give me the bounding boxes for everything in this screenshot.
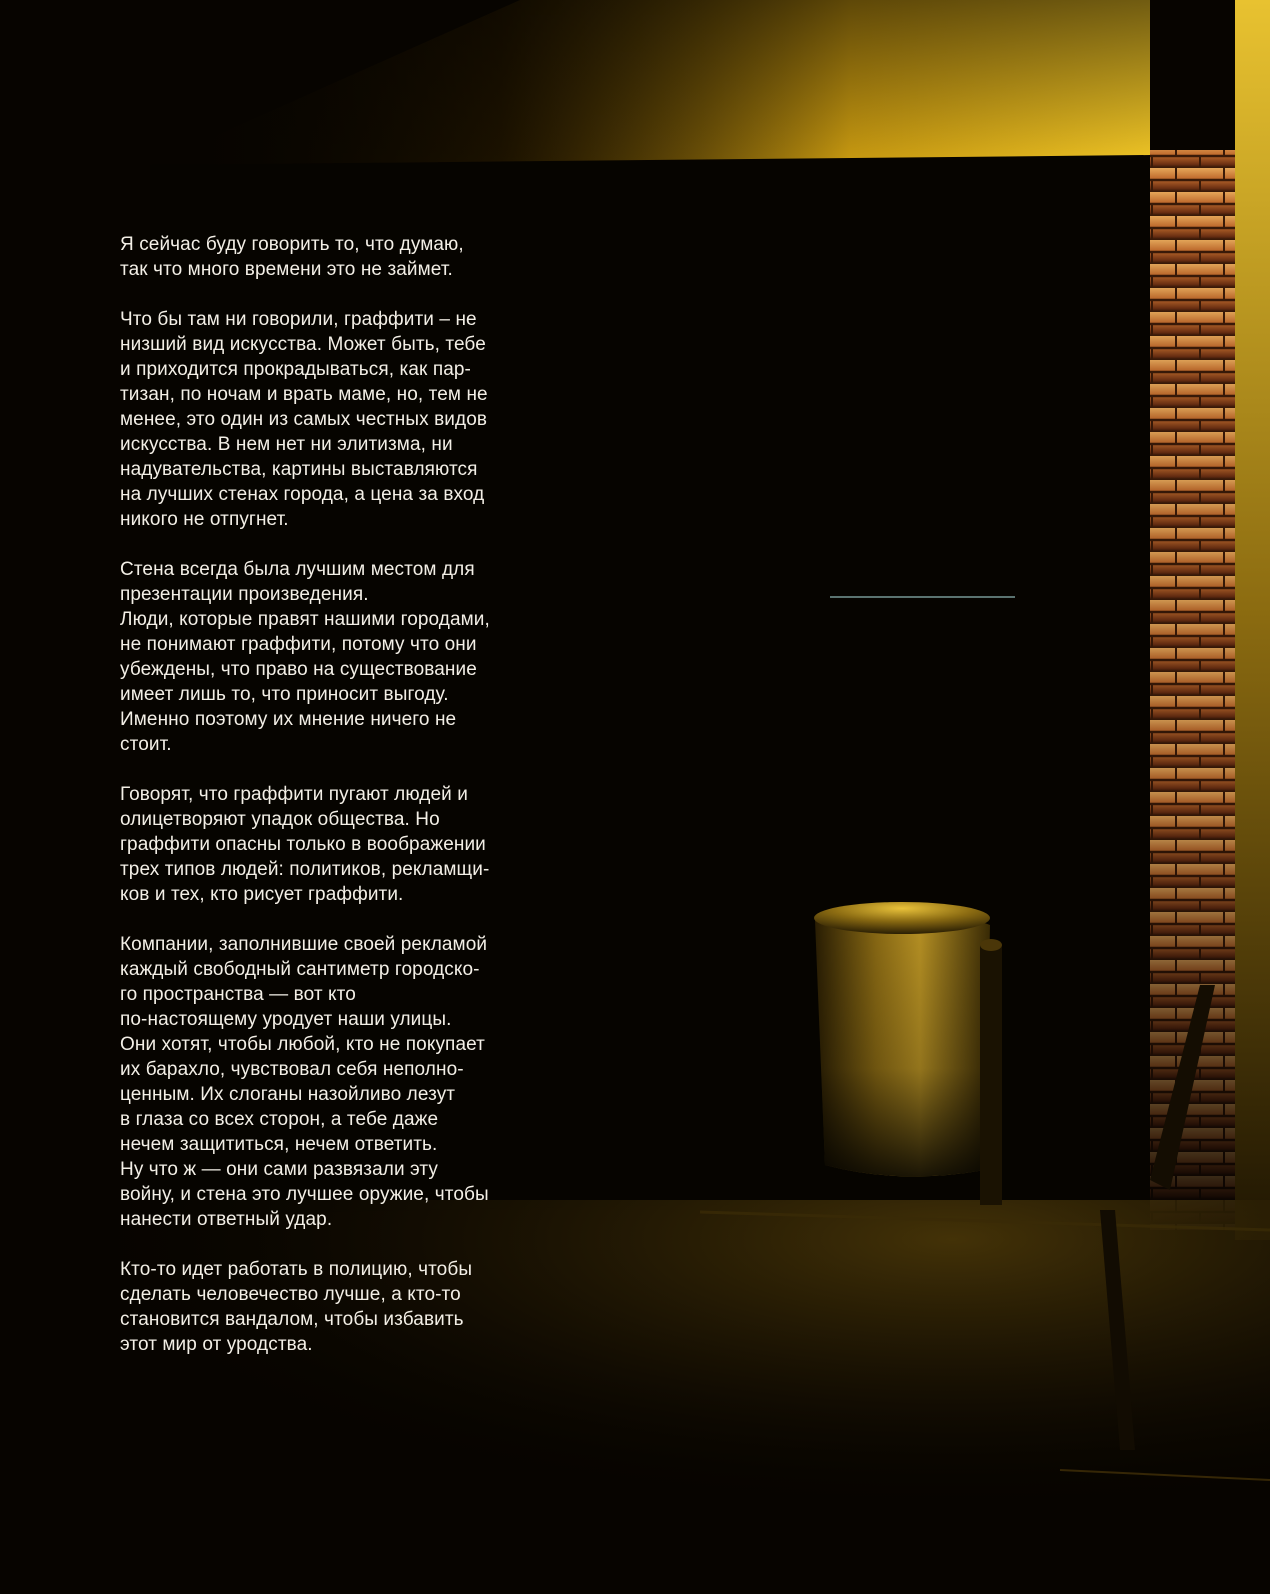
paragraph-3 [120,557,540,757]
text-line: сделать человечество лучше, а кто-то [120,1284,461,1305]
text-line: становится вандалом, чтобы избавить [120,1309,464,1330]
text-line: Ну что ж — они сами развязали эту [120,1159,439,1180]
text-line: Люди, которые правят нашими городами, [120,609,490,630]
text-line: нечем защититься, нечем ответить. [120,1134,438,1155]
text-line: войну, и стена это лучшее оружие, чтобы [120,1184,489,1205]
text-line: не понимают граффити, потому что они [120,634,477,655]
text-line: в глаза со всех сторон, а тебе даже [120,1109,439,1130]
text-line: по-настоящему уродует наши улицы. [120,1009,452,1030]
text-line: Говорят, что граффити пугают людей и [120,784,468,805]
paragraph-5 [120,932,540,1232]
text-line: убеждены, что право на существование [120,659,477,680]
text-line: и приходится прокрадываться, как пар- [120,359,471,380]
text-line: низший вид искусства. Может быть, тебе [120,334,486,355]
text-line: тизан, по ночам и врать маме, но, тем не [120,384,488,405]
paragraph-1 [120,232,540,282]
text-line: этот мир от уродства. [120,1334,313,1355]
text-line: Они хотят, чтобы любой, кто не покупает [120,1034,485,1055]
text-line: менее, это один из самых честных видов [120,409,488,430]
text-line: го пространства — вот кто [120,984,356,1005]
paragraph-4 [120,782,540,907]
text-line: стоит. [120,734,172,755]
text-line: ценным. Их слоганы назойливо лезут [120,1084,456,1105]
text-line: надувательства, картины выставляются [120,459,478,480]
text-line: Стена всегда была лучшим местом для [120,559,475,580]
text-line: нанести ответный удар. [120,1209,333,1230]
text-line: на лучших стенах города, а цена за вход [120,484,485,505]
text-line: никого не отпугнет. [120,509,289,530]
text-line: граффити опасны только в воображении [120,834,486,855]
text-line: Кто-то идет работать в полицию, чтобы [120,1259,473,1280]
text-line: их барахло, чувствовал себя неполно- [120,1059,464,1080]
paragraph-6 [120,1257,540,1357]
text-line: Именно поэтому их мнение ничего не [120,709,457,730]
text-line: трех типов людей: политиков, рекламщи- [120,859,490,880]
text-line: Что бы там ни говорили, граффити – не [120,309,477,330]
text-line: Компании, заполнившие своей рекламой [120,934,488,955]
text-line: олицетворяют упадок общества. Но [120,809,440,830]
text-line: так что много времени это не займет. [120,259,453,280]
text-line: Я сейчас буду говорить то, что думаю, [120,234,464,255]
text-line: искусства. В нем нет ни элитизма, ни [120,434,453,455]
article-text [120,232,540,1382]
text-line: каждый свободный сантиметр городско- [120,959,480,980]
paragraph-2 [120,307,540,532]
text-line: ков и тех, кто рисует граффити. [120,884,404,905]
text-line: имеет лишь то, что приносит выгоду. [120,684,449,705]
text-line: презентации произведения. [120,584,369,605]
